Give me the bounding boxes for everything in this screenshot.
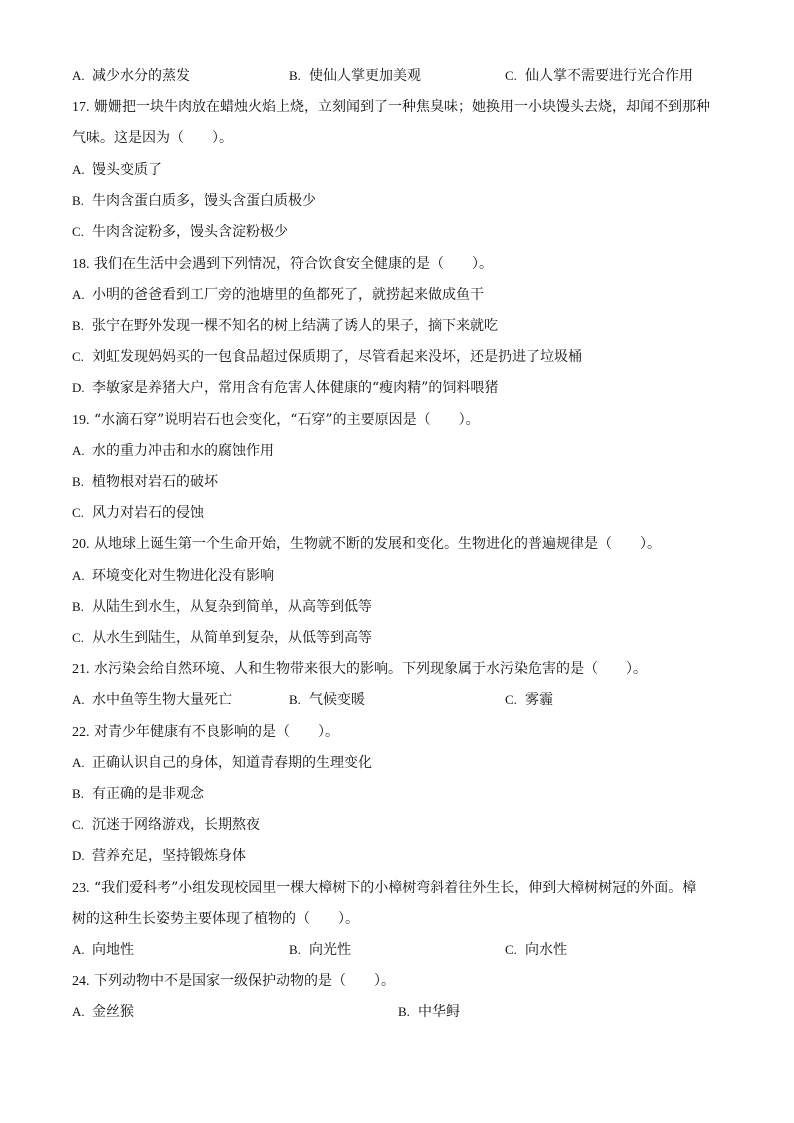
- question-number: 21.: [72, 662, 90, 677]
- question-stem: “我们爱科考”小组发现校园里一棵大樟树下的小樟树弯斜着往外生长，伸到大樟树树冠的外面。樟: [93, 880, 697, 896]
- q20-option-b: [72, 597, 372, 617]
- q18-option-d: [72, 378, 498, 398]
- option-letter: A.: [72, 443, 85, 458]
- option-letter: C.: [72, 224, 84, 239]
- option-text: 有正确的是非观念: [92, 786, 204, 802]
- option-letter: B.: [289, 68, 301, 83]
- option-text: 雾霾: [525, 692, 553, 708]
- question-number: 20.: [72, 537, 90, 552]
- option-letter: B.: [72, 786, 84, 801]
- option-letter: C.: [505, 942, 517, 957]
- option-letter: D.: [72, 848, 85, 863]
- q23-option-a: [72, 940, 134, 960]
- question-number: 19.: [72, 413, 90, 428]
- option-text: 仙人掌不需要进行光合作用: [525, 68, 693, 84]
- question-stem: 从地球上诞生第一个生命开始，生物就不断的发展和变化。生物进化的普遍规律是（ ）。: [93, 536, 661, 552]
- question-stem: 水污染会给自然环境、人和生物带来很大的影响。下列现象属于水污染危害的是（ ）。: [93, 661, 647, 677]
- option-text: 营养充足，坚持锻炼身体: [92, 848, 246, 864]
- q17-option-c: [72, 222, 288, 242]
- q20-option-a: [72, 566, 274, 586]
- option-letter: A.: [72, 1004, 85, 1019]
- option-letter: A.: [72, 755, 85, 770]
- question-stem: 下列动物中不是国家一级保护动物的是（ ）。: [93, 973, 395, 989]
- option-text: 风力对岩石的侵蚀: [92, 505, 204, 521]
- q19-option-a: [72, 441, 274, 461]
- q23-option-b: [289, 940, 351, 960]
- q24-option-a: [72, 1002, 134, 1022]
- option-text: 水中鱼等生物大量死亡: [92, 692, 232, 708]
- q21-stem: [72, 659, 647, 680]
- q17-stem-line1: [72, 97, 710, 118]
- option-text: 李敏家是养猪大户，常用含有危害人体健康的“瘦肉精”的饲料喂猪: [92, 380, 499, 396]
- option-text: 从陆生到水生，从复杂到简单，从高等到低等: [92, 599, 372, 615]
- option-letter: C.: [505, 68, 517, 83]
- option-text: 牛肉含淀粉多，馒头含淀粉极少: [92, 224, 288, 240]
- option-text: 减少水分的蒸发: [92, 68, 190, 84]
- question-number: 18.: [72, 257, 90, 272]
- option-letter: C.: [505, 692, 517, 707]
- q18-option-c: [72, 347, 582, 367]
- question-stem: 对青少年健康有不良影响的是（ ）。: [93, 724, 339, 740]
- option-text: 向光性: [309, 942, 351, 958]
- option-letter: B.: [398, 1004, 410, 1019]
- option-text: 从水生到陆生，从简单到复杂，从低等到高等: [92, 630, 372, 646]
- q22-option-c: [72, 815, 260, 835]
- option-text: 向水性: [525, 942, 567, 958]
- q16-option-c: [505, 66, 693, 86]
- option-letter: B.: [72, 318, 84, 333]
- q21-option-c: [505, 690, 553, 710]
- option-letter: B.: [289, 692, 301, 707]
- q18-option-b: [72, 316, 498, 336]
- option-letter: C.: [72, 817, 84, 832]
- q22-option-d: [72, 846, 246, 866]
- q20-stem: [72, 534, 661, 555]
- option-letter: B.: [72, 474, 84, 489]
- q24-option-b: [398, 1002, 460, 1022]
- option-text: 使仙人掌更加美观: [309, 68, 421, 84]
- option-letter: D.: [72, 380, 85, 395]
- q18-option-a: [72, 285, 484, 305]
- question-number: 17.: [72, 100, 90, 115]
- option-letter: A.: [72, 68, 85, 83]
- option-letter: A.: [72, 162, 85, 177]
- q24-stem: [72, 971, 395, 992]
- question-stem: 我们在生活中会遇到下列情况，符合饮食安全健康的是（ ）。: [93, 256, 493, 272]
- option-letter: A.: [72, 692, 85, 707]
- option-text: 牛肉含蛋白质多，馒头含蛋白质极少: [92, 193, 316, 209]
- option-text: 植物根对岩石的破坏: [92, 474, 218, 490]
- option-letter: B.: [72, 599, 84, 614]
- q20-option-c: [72, 628, 372, 648]
- question-number: 24.: [72, 974, 90, 989]
- option-letter: C.: [72, 505, 84, 520]
- q17-option-b: [72, 191, 316, 211]
- option-text: 沉迷于网络游戏，长期熬夜: [92, 817, 260, 833]
- question-stem: “水滴石穿”说明岩石也会变化，“石穿”的主要原因是（ ）。: [93, 412, 480, 428]
- q22-stem: [72, 722, 339, 743]
- option-text: 金丝猴: [92, 1004, 134, 1020]
- option-letter: A.: [72, 287, 85, 302]
- option-text: 向地性: [92, 942, 134, 958]
- q17-option-a: [72, 160, 162, 180]
- option-text: 气候变暖: [309, 692, 365, 708]
- option-letter: C.: [72, 630, 84, 645]
- option-text: 小明的爸爸看到工厂旁的池塘里的鱼都死了，就捞起来做成鱼干: [92, 287, 484, 303]
- q23-stem-line1: [72, 878, 696, 899]
- question-number: 23.: [72, 881, 90, 896]
- question-stem: 姗姗把一块牛肉放在蜡烛火焰上烧，立刻闻到了一种焦臭味；她换用一小块馒头去烧，却闻不到那种: [93, 99, 710, 115]
- q22-option-a: [72, 753, 372, 773]
- question-number: 22.: [72, 725, 90, 740]
- option-letter: B.: [289, 942, 301, 957]
- q19-option-b: [72, 472, 218, 492]
- q22-option-b: [72, 784, 204, 804]
- q21-option-a: [72, 690, 232, 710]
- option-text: 张宁在野外发现一棵不知名的树上结满了诱人的果子，摘下来就吃: [92, 318, 498, 334]
- option-text: 刘虹发现妈妈买的一包食品超过保质期了，尽管看起来没坏，还是扔进了垃圾桶: [92, 349, 582, 365]
- option-letter: C.: [72, 349, 84, 364]
- option-letter: A.: [72, 568, 85, 583]
- option-text: 环境变化对生物进化没有影响: [92, 568, 274, 584]
- q21-option-b: [289, 690, 365, 710]
- q17-stem-line2: 气味。这是因为（ ）。: [72, 130, 233, 146]
- q19-option-c: [72, 503, 204, 523]
- q23-stem-line2: 树的这种生长姿势主要体现了植物的（ ）。: [72, 911, 359, 927]
- option-text: 馒头变质了: [92, 162, 162, 178]
- q19-stem: [72, 410, 480, 431]
- option-letter: A.: [72, 942, 85, 957]
- q23-option-c: [505, 940, 567, 960]
- q18-stem: [72, 254, 493, 275]
- option-text: 水的重力冲击和水的腐蚀作用: [92, 443, 274, 459]
- q16-option-b: [289, 66, 421, 86]
- option-letter: B.: [72, 193, 84, 208]
- q16-option-a: [72, 66, 190, 86]
- option-text: 正确认识自己的身体，知道青春期的生理变化: [92, 755, 372, 771]
- option-text: 中华鲟: [418, 1004, 460, 1020]
